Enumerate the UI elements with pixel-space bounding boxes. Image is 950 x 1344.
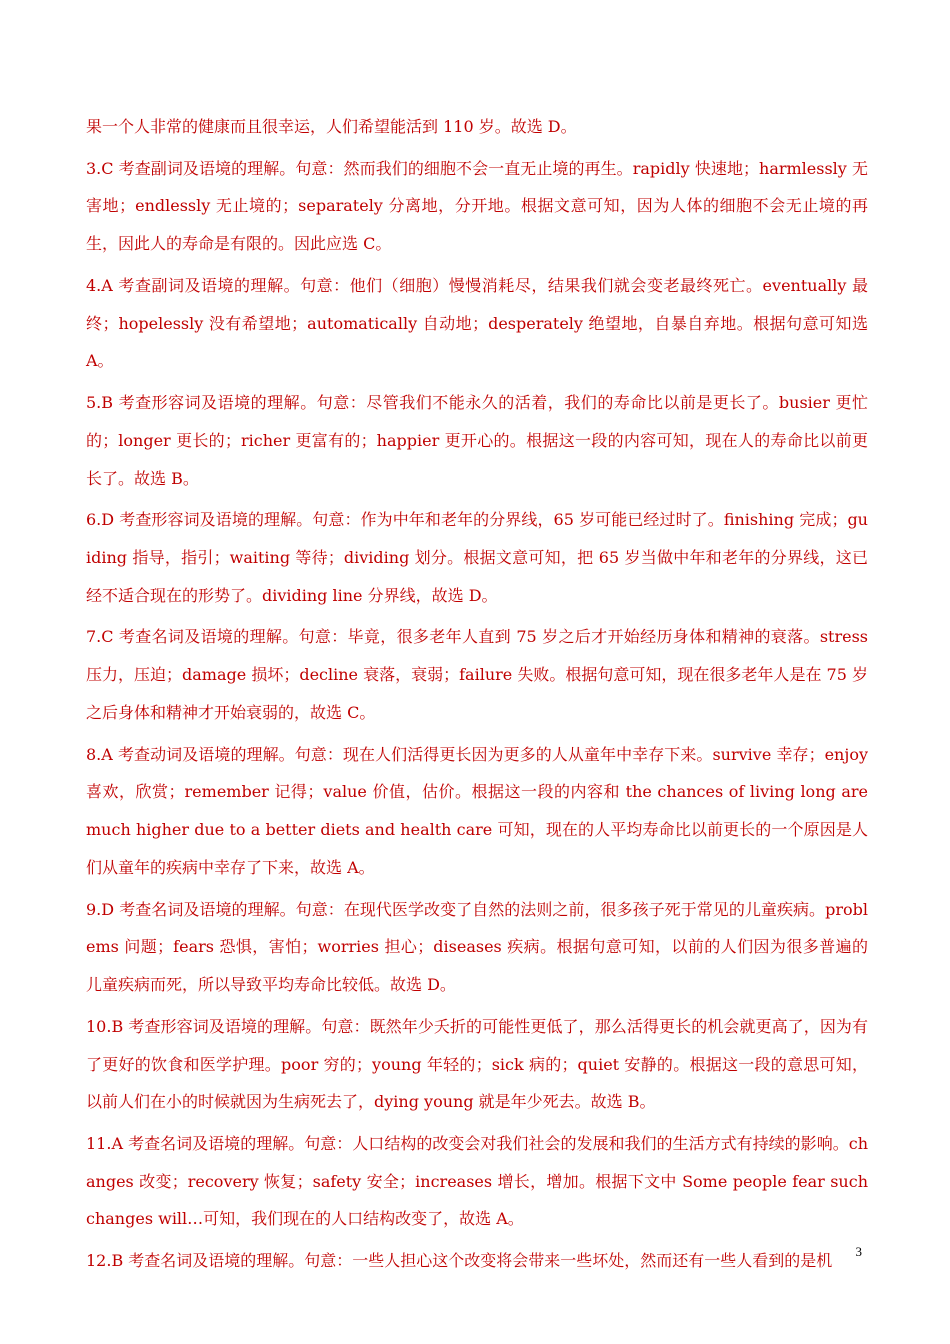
paragraph-answer-4: 4.A 考查副词及语境的理解。句意：他们（细胞）慢慢消耗尽，结果我们就会变老最终死亡。eventually 最终；hopelessly 没有希望地；automatically 自动地；desperately 绝望地，自暴自弃地。根据句意可知选 A。	[86, 275, 868, 371]
paragraph-continuation-2: 果一个人非常的健康而且很幸运，人们希望能活到 110 岁。故选 D。	[86, 117, 577, 136]
page-number: 3	[855, 1244, 862, 1259]
paragraph-answer-10: 10.B 考查形容词及语境的理解。句意：既然年少夭折的可能性更低了，那么活得更长的机会就更高了，因为有了更好的饮食和医学护理。poor 穷的；young 年轻的；sick 病的；quiet 安静的。根据这一段的意思可知，以前人们在小的时候就因为生病死去了，dying young 就是年少死去。故选 B。	[86, 1016, 868, 1112]
paragraph-answer-9: 9.D 考查名词及语境的理解。句意：在现代医学改变了自然的法则之前，很多孩子死于常见的儿童疾病。problems 问题；fears 恐惧，害怕；worries 担心；diseases 疾病。根据句意可知，以前的人们因为很多普遍的儿童疾病而死，所以导致平均寿命比较低。故选 D。	[86, 899, 868, 995]
paragraph-answer-12: 12.B 考查名词及语境的理解。句意：一些人担心这个改变将会带来一些坏处，然而还有一些人看到的是机	[86, 1251, 833, 1271]
paragraph-answer-3: 3.C 考查副词及语境的理解。句意：然而我们的细胞不会一直无止境的再生。rapidly 快速地；harmlessly 无害地；endlessly 无止境的；separately 分离地，分开地。根据文意可知，因为人体的细胞不会无止境的再生，因此人的寿命是有限的。因此应选 C。	[86, 158, 868, 254]
paragraph-answer-11: 11.A 考查名词及语境的理解。句意：人口结构的改变会对我们社会的发展和我们的生活方式有持续的影响。changes 改变；recovery 恢复；safety 安全；increases 增长，增加。根据下文中 Some people fear such changes will…可知，我们现在的人口结构改变了，故选 A。	[86, 1133, 868, 1229]
paragraph-answer-7: 7.C 考查名词及语境的理解。句意：毕竟，很多老年人直到 75 岁之后才开始经历身体和精神的衰落。stress 压力，压迫；damage 损坏；decline 衰落，衰弱；failure 失败。根据句意可知，现在很多老年人是在 75 岁之后身体和精神才开始衰弱的，故选 C。	[86, 627, 868, 722]
paragraph-answer-8: 8.A 考查动词及语境的理解。句意：现在人们活得更长因为更多的人从童年中幸存下来。survive 幸存；enjoy 喜欢，欣赏；remember 记得；value 价值，估价。根据这一段的内容和 the chances of living long are much higher due to a better diets and health care 可知，现在的人平均寿命比以前更长的一个原因是人们从童年的疾病中幸存了下来，故选 A。	[86, 744, 868, 877]
paragraph-answer-5: 5.B 考查形容词及语境的理解。句意：尽管我们不能永久的活着，我们的寿命比以前是更长了。busier 更忙的；longer 更长的；richer 更富有的；happier 更开心的。根据这一段的内容可知，现在人的寿命比以前更长了。故选 B。	[86, 392, 868, 488]
answer-explanations	[86, 108, 868, 1284]
paragraph-answer-6: 6.D 考查形容词及语境的理解。句意：作为中年和老年的分界线，65 岁可能已经过时了。finishing 完成；guiding 指导，指引；waiting 等待；dividing 划分。根据文意可知，把 65 岁当做中年和老年的分界线，这已经不适合现在的形势了。dividing line 分界线，故选 D。	[86, 510, 868, 605]
